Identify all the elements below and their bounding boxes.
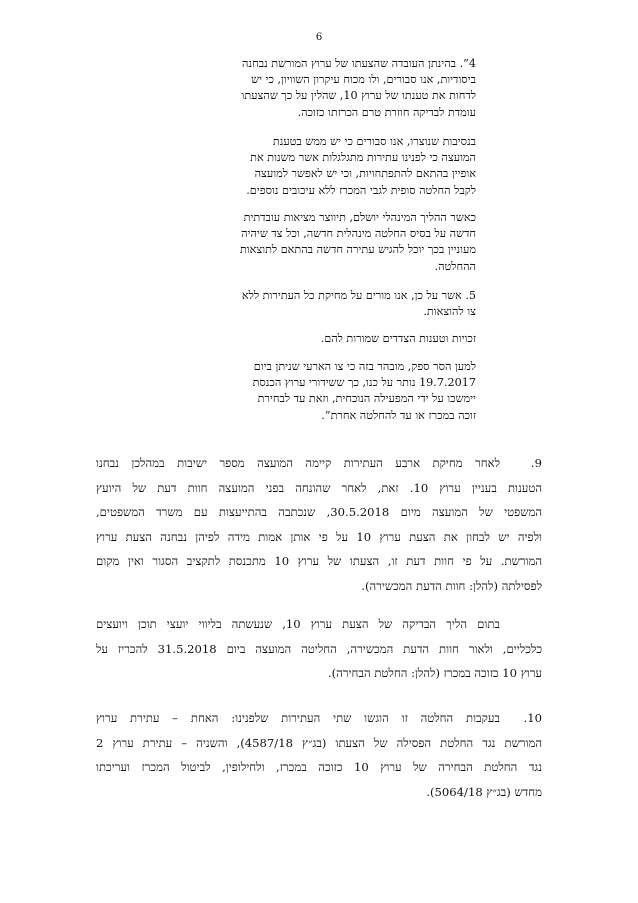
body-line: ולפיה יש לבחון את הצעת ערוץ 10 על פי אותן אמות מידה לפיהן נבחנה הצעת ערוץ	[96, 529, 542, 544]
quote-line: חדשה על בסיס החלטה מינהלית חדשה, וכל צד שיהיה	[241, 227, 476, 241]
quote-line: לקבל החלטה סופית לגבי המכרז ללא עיכובים נוספים.	[246, 183, 476, 197]
quote-line: זכויות וטענות הצדדים שמורות להם.	[320, 332, 476, 345]
body-paragraph-9	[96, 451, 542, 599]
paragraph-number: 9.	[530, 456, 542, 470]
body-line: המורשת נגד החלטת הפסילה של הצעתו (בג״ץ 4587/18), והשניה – עתירת ערוץ 2	[96, 735, 542, 750]
quote-line: כאשר ההליך המינהלי יושלם, תיווצר מציאות עובדתית	[243, 211, 476, 224]
body-line: בתום הליך הבדיקה של הצעת ערוץ 10, שנעשתה בליווי יועצי תוכן ויועצים	[96, 617, 500, 631]
quote-paragraph-4	[160, 288, 476, 320]
quote-paragraph-3	[160, 210, 476, 275]
body-line: מחדש (בג״ץ 5064/18).	[426, 784, 542, 799]
quote-line: 19.7.2017 נותר על כנו, כך ששידורי ערוץ הכנסת	[252, 376, 476, 390]
body-text: בעקבות החלטה זו הוגשו שתי העתירות שלפנינו: האחת – עתירת ערוץ	[96, 711, 500, 725]
paragraph-number: 10.	[523, 711, 542, 725]
body-text: לאחר מחיקת ארבע העתירות קיימה המועצה מספר ישיבות במהלכן נבחנו	[96, 456, 500, 470]
quote-line: זוכה במכרז או עד להחלטה אחרת”.	[321, 408, 476, 422]
quote-paragraph-5	[160, 331, 476, 347]
body-line	[96, 706, 542, 731]
quote-line: אופיין בהתאם להתפתחויות, וכי יש לאפשר למועצה	[254, 167, 476, 181]
quote-paragraph-2	[160, 134, 476, 199]
body-line: הטענות בעניין ערוץ 10. זאת, לאחר שהונחה בפני המועצה חוות דעת של היועץ	[96, 480, 542, 495]
quote-paragraph-6	[160, 359, 476, 424]
body-line: ערוץ 10 כזוכה במכרז (להלן: החלטת הבחירה).	[327, 666, 542, 681]
body-line: נגד החלטת הבחירה של ערוץ 10 כזוכה במכרז, ולחילופין, לביטול המכרז ועריכתו	[96, 760, 543, 775]
body-line: כלכליים, ולאור חוות הדעת המכשירה, החליטה המועצה ביום 31.5.2018 להכריז על	[96, 641, 542, 656]
quote-line: בנסיבות שנוצרו, אנו סבורים כי יש ממש בטענת	[272, 135, 476, 148]
page-number: 6	[315, 32, 323, 43]
body-paragraph-9b	[96, 612, 542, 686]
quote-line: 5. אשר על כן, אנו מורים על מחיקת כל העתירות ללא	[241, 289, 476, 302]
body-line: המורשת. על פי חוות דעת זו, הצעתו של ערוץ 10 מתכנסת לתקציב הסגור ואין מקום	[96, 554, 542, 569]
quote-line: צו להוצאות.	[423, 305, 476, 319]
quote-line: ההחלטה.	[434, 259, 476, 273]
quote-line: עומדת לבדיקה חוזרת טרם הכרזתו כזוכה.	[297, 105, 476, 119]
body-line: המשפטי של המועצה מיום 30.5.2018, שנכתבה בהתייעצות עם משרד המשפטים,	[96, 505, 542, 520]
body-line	[96, 451, 542, 476]
quote-line: מעוניין בכך יוכל להגיש עתירה חדשה בהתאם לתוצאות	[239, 243, 476, 257]
body-paragraph-10	[96, 706, 542, 804]
quote-line: יימשכו על ידי המפעילה הנוכחית, וזאת עד לבחירת	[257, 392, 476, 406]
body-line: לפסילתה (להלן: חוות הדעת המכשירה).	[361, 578, 542, 593]
quote-line: 4”. בהינתן העובדה שהצעתו של ערוץ המורשת נבחנה	[242, 57, 476, 70]
quote-line: למען הסר ספק, מובהר בזה כי צו הארעי שניתן ביום	[253, 360, 476, 373]
quote-paragraph-1	[160, 56, 476, 121]
quote-line: ביסודיות, אנו סבורים, ולו מכוח עיקרון השוויון, כי יש	[251, 73, 476, 87]
quote-line: המועצה כי לפנינו עתירות מתגלגלות אשר משנות את	[250, 151, 476, 165]
quote-line: לדחות את טענתו של ערוץ 10, שהלין על כך שהצעתו	[241, 89, 476, 103]
